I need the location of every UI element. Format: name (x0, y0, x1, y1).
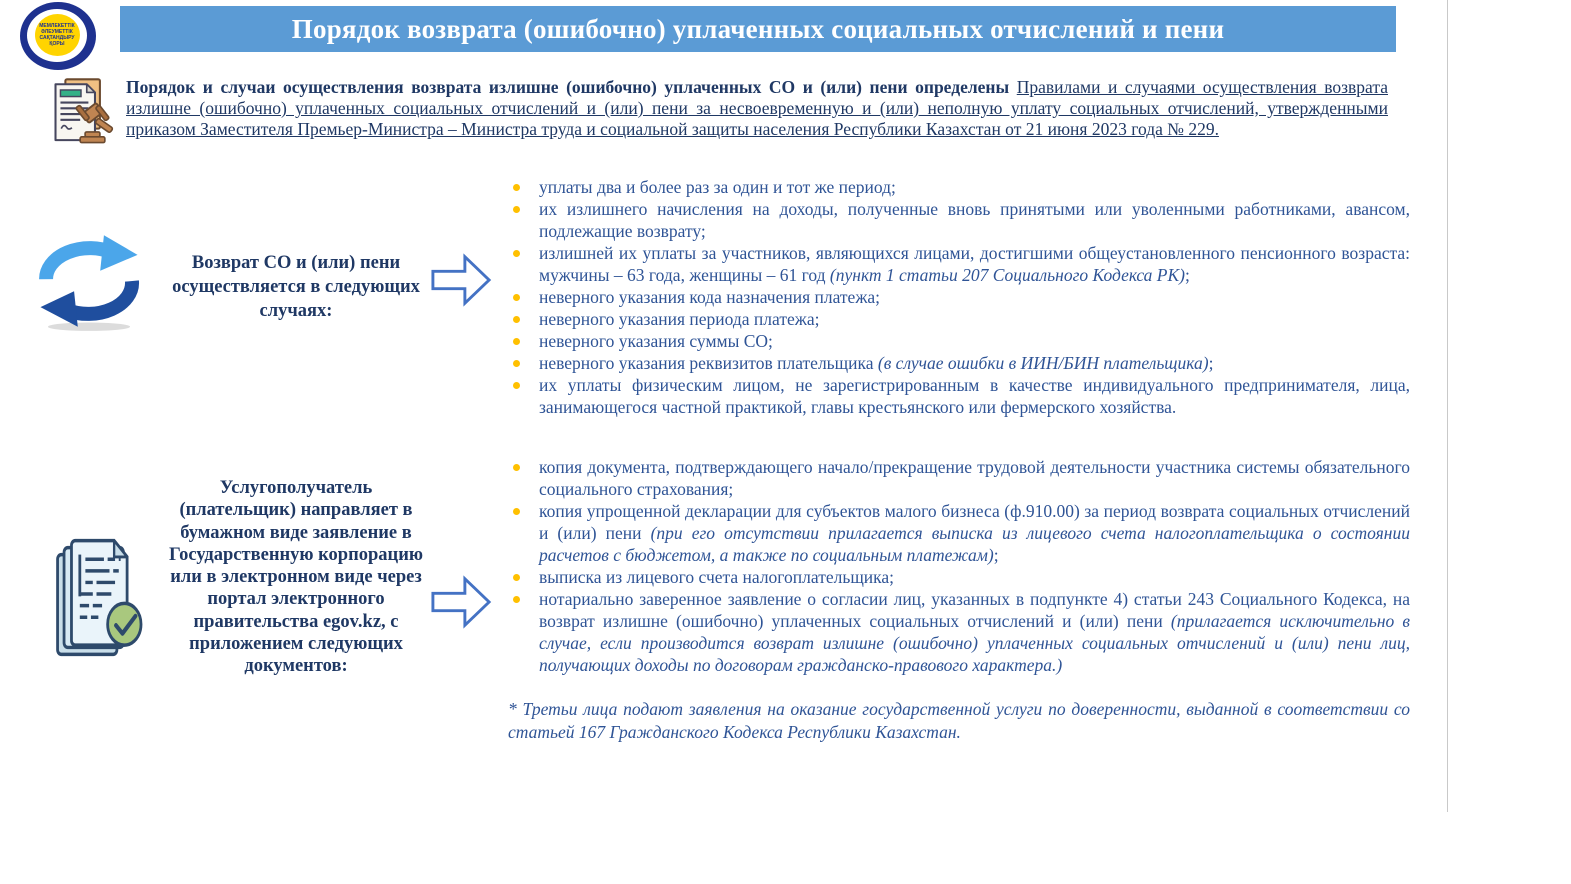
cases-list (508, 176, 1410, 418)
documents-check-icon (52, 536, 154, 666)
document-gavel-icon (44, 76, 118, 150)
section2-label: Услугополучатель (плательщик) направляет в бумажном виде заявление в Государственную корпорацию или в электронном виде через портал электронного правительства egov.kz, с приложением следующих документов: (168, 478, 424, 677)
logo-ring (20, 2, 96, 70)
logo-text-line: ӘЛЕУМЕТТІК (41, 29, 73, 35)
documents-list (508, 456, 1410, 676)
logo-text-line: МЕМЛЕКЕТТІК (39, 23, 75, 29)
right-arrow-shape (430, 574, 492, 630)
bullet-item: неверного указания суммы СО; (508, 330, 1410, 352)
page-edge-divider (1447, 0, 1448, 812)
bullet-item: неверного указания периода платежа; (508, 308, 1410, 330)
fund-logo (20, 2, 96, 70)
bullet-item: неверного указания кода назначения платежа; (508, 286, 1410, 308)
bullet-item: выписка из лицевого счета налогоплательщика; (508, 566, 1410, 588)
bullet-item: их уплаты физическим лицом, не зарегистрированным в качестве индивидуального предпринимателя, лица, занимающегося частной практикой, главы крестьянского или фермерского хозяйства. (508, 374, 1410, 418)
title-bar (120, 6, 1396, 52)
bullet-item: их излишнего начисления на доходы, полученные вновь принятыми или уволенными работниками, авансом, подлежащие возврату; (508, 198, 1410, 242)
section1-label: Возврат СО и (или) пени осуществляется в следующих случаях: (172, 253, 420, 321)
right-arrow-shape (430, 252, 492, 308)
logo-text-line: САҚТАНДЫРУ (39, 35, 75, 41)
intro-lead-text: Порядок и случаи осуществления возврата излишне (ошибочно) уплаченных СО и (или) пени определены (126, 77, 1017, 97)
page-title: Порядок возврата (ошибочно) уплаченных социальных отчислений и пени (291, 13, 1225, 44)
logo-text-line: ҚОРЫ (49, 41, 65, 47)
intro-rules-reference: Правилами и случаями осуществления возврата излишне (ошибочно) уплаченных социальных отчислений и (или) пени за несвоевременную и (или) неполную уплату социальных отчислений, утвержденными приказом Заместителя Премьер-Министра – Министра труда и социальной защиты населения Республики Казахстан от 21 июня 2023 года № 229. (126, 77, 1388, 139)
footnote: * Третьи лица подают заявления на оказание государственной услуги по доверенности, выданной в соответствии со статьей 167 Гражданского Кодекса Республики Казахстан. (508, 699, 1410, 742)
logo-center (35, 14, 80, 56)
bullet-item: копия документа, подтверждающего начало/прекращение трудовой деятельности участника системы обязательного социального страхования; (508, 456, 1410, 500)
bullet-item: уплаты два и более раз за один и тот же период; (508, 176, 1410, 198)
bullet-item: неверного указания реквизитов плательщика (в случае ошибки в ИИН/БИН плательщика); (508, 352, 1410, 374)
logo-inner-swirl (27, 9, 87, 62)
bullet-item: излишней их уплаты за участников, являющихся лицами, достигшими общеустановленного пенсионного возраста: мужчины – 63 года, женщины – 61 год (пункт 1 статьи 207 Социального Кодекса РК); (508, 242, 1410, 286)
bullet-item: копия упрощенной декларации для субъектов малого бизнеса (ф.910.00) за период возврата социальных отчислений и (или) пени (при его отсутствии прилагается выписка из лицевого счета налогоплательщика о состоянии расчетов с бюджетом, а также по социальным платежам); (508, 500, 1410, 566)
intro-paragraph (126, 77, 1388, 140)
refresh-arrows-icon (33, 226, 145, 336)
bullet-item: нотариально заверенное заявление о согласии лиц, указанных в подпункте 4) статьи 243 Социального Кодекса, на возврат излишне (ошибочно) уплаченных социальных отчислений и (или) пени (прилагается исключительно в случае, если производится возврат излишне (ошибочно) уплаченных социальных отчислений и (или) пени лиц, получающих доходы по договорам гражданско-правового характера.) (508, 588, 1410, 676)
